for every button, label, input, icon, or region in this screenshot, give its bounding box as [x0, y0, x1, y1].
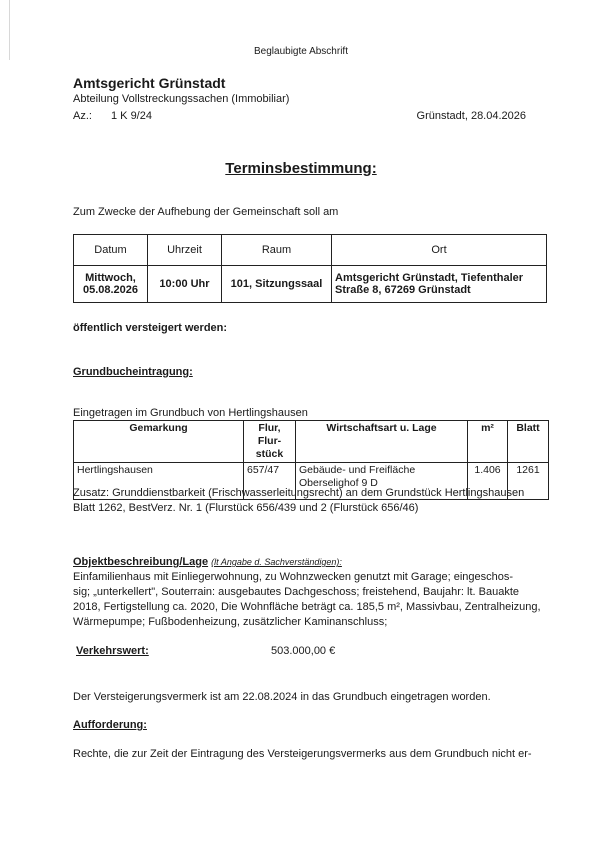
grundbuch-heading: Grundbucheintragung:	[73, 366, 193, 378]
cell-flur: 657/47	[244, 463, 296, 500]
page-title: Terminsbestimmung:	[225, 160, 377, 177]
vermerk-text: Der Versteigerungsvermerk ist am 22.08.2024 in das Grundbuch eingetragen worden.	[73, 691, 491, 703]
ort-line1: Amtsgericht Grünstadt, Tiefenthaler	[335, 272, 524, 284]
court-name: Amtsgericht Grünstadt	[73, 75, 226, 91]
objekt-heading-text: Objektbeschreibung/Lage	[73, 556, 209, 568]
department-name: Abteilung Vollstreckungssachen (Immobiliar)	[73, 93, 290, 105]
header-raum: Raum	[222, 235, 332, 266]
datum-date: 05.08.2026	[82, 284, 139, 296]
header-datum: Datum	[74, 235, 148, 266]
header-blatt: Blatt	[508, 421, 549, 463]
wirtschaftsart-line2: Oberselighof 9 D	[299, 477, 378, 489]
datum-weekday: Mittwoch,	[85, 272, 136, 284]
header-gemarkung: Gemarkung	[74, 421, 244, 463]
header-ort: Ort	[332, 235, 547, 266]
intro-text: Zum Zwecke der Aufhebung der Gemeinschaft soll am	[73, 206, 339, 218]
header-flur	[244, 421, 296, 463]
grundbuch-intro: Eingetragen im Grundbuch von Hertlingshausen	[73, 407, 308, 419]
cell-datum	[74, 266, 148, 303]
auction-statement: öffentlich versteigert werden:	[73, 322, 228, 334]
objekt-line2: sig; „unterkellert", Souterrain: ausgebautes Dachgeschoss; freistehend, Baujahr: lt. Bauakte	[73, 586, 519, 598]
zusatz-line1: Zusatz: Grunddienstbarkeit (Frischwasserleitungsrecht) an dem Grundstück Hertlingshausen	[73, 487, 525, 499]
aufforderung-heading: Aufforderung:	[73, 719, 147, 731]
case-number	[73, 110, 152, 122]
objekt-line4: Wärmepumpe; Fußbodenheizung, zusätzlicher Kaminanschluss;	[73, 616, 388, 628]
wirtschaftsart-line1: Gebäude- und Freifläche	[299, 464, 416, 476]
ort-line2: Straße 8, 67269 Grünstadt	[335, 284, 471, 296]
header-wirtschaftsart: Wirtschaftsart u. Lage	[296, 421, 468, 463]
zusatz-line2: Blatt 1262, BestVerz. Nr. 1 (Flurstück 656/439 und 2 (Flurstück 656/46)	[73, 502, 419, 514]
objekt-line3: 2018, Fertigstellung ca. 2020, Die Wohnfläche beträgt ca. 185,5 m², Massivbau, Zentralheizung,	[73, 601, 541, 613]
header-qm: m²	[468, 421, 508, 463]
case-number-label: Az.:	[73, 110, 92, 122]
header-flur-line2: stück	[255, 448, 284, 460]
grundbuch-zusatz	[73, 486, 553, 516]
verkehrswert-label: Verkehrswert:	[76, 645, 149, 657]
verkehrswert-value: 503.000,00 €	[271, 645, 336, 657]
case-number-value: 1 K 9/24	[111, 110, 152, 122]
cell-uhrzeit: 10:00 Uhr	[148, 266, 222, 303]
objekt-heading-note: (lt Angabe d. Sachverständigen):	[211, 557, 342, 567]
cell-ort	[332, 266, 547, 303]
termin-table-header	[74, 235, 547, 266]
objekt-description	[73, 570, 549, 630]
cell-raum: 101, Sitzungssaal	[222, 266, 332, 303]
header-flur-line1: Flur, Flur-	[257, 422, 282, 447]
cell-qm: 1.406	[468, 463, 508, 500]
header-uhrzeit: Uhrzeit	[148, 235, 222, 266]
cell-gemarkung: Hertlingshausen	[74, 463, 244, 500]
objekt-heading	[73, 556, 342, 568]
objekt-line1: Einfamilienhaus mit Einliegerwohnung, zu Wohnzwecken genutzt mit Garage; eingeschos-	[73, 571, 514, 583]
certified-copy-label: Beglaubigte Abschrift	[254, 46, 348, 57]
termin-table	[73, 234, 547, 303]
aufforderung-text: Rechte, die zur Zeit der Eintragung des Versteigerungsvermerks aus dem Grundbuch nicht er-	[73, 748, 532, 760]
place-date: Grünstadt, 28.04.2026	[416, 110, 526, 122]
grundbuch-table-header	[74, 421, 549, 463]
termin-table-row	[74, 266, 547, 303]
cell-blatt: 1261	[508, 463, 549, 500]
